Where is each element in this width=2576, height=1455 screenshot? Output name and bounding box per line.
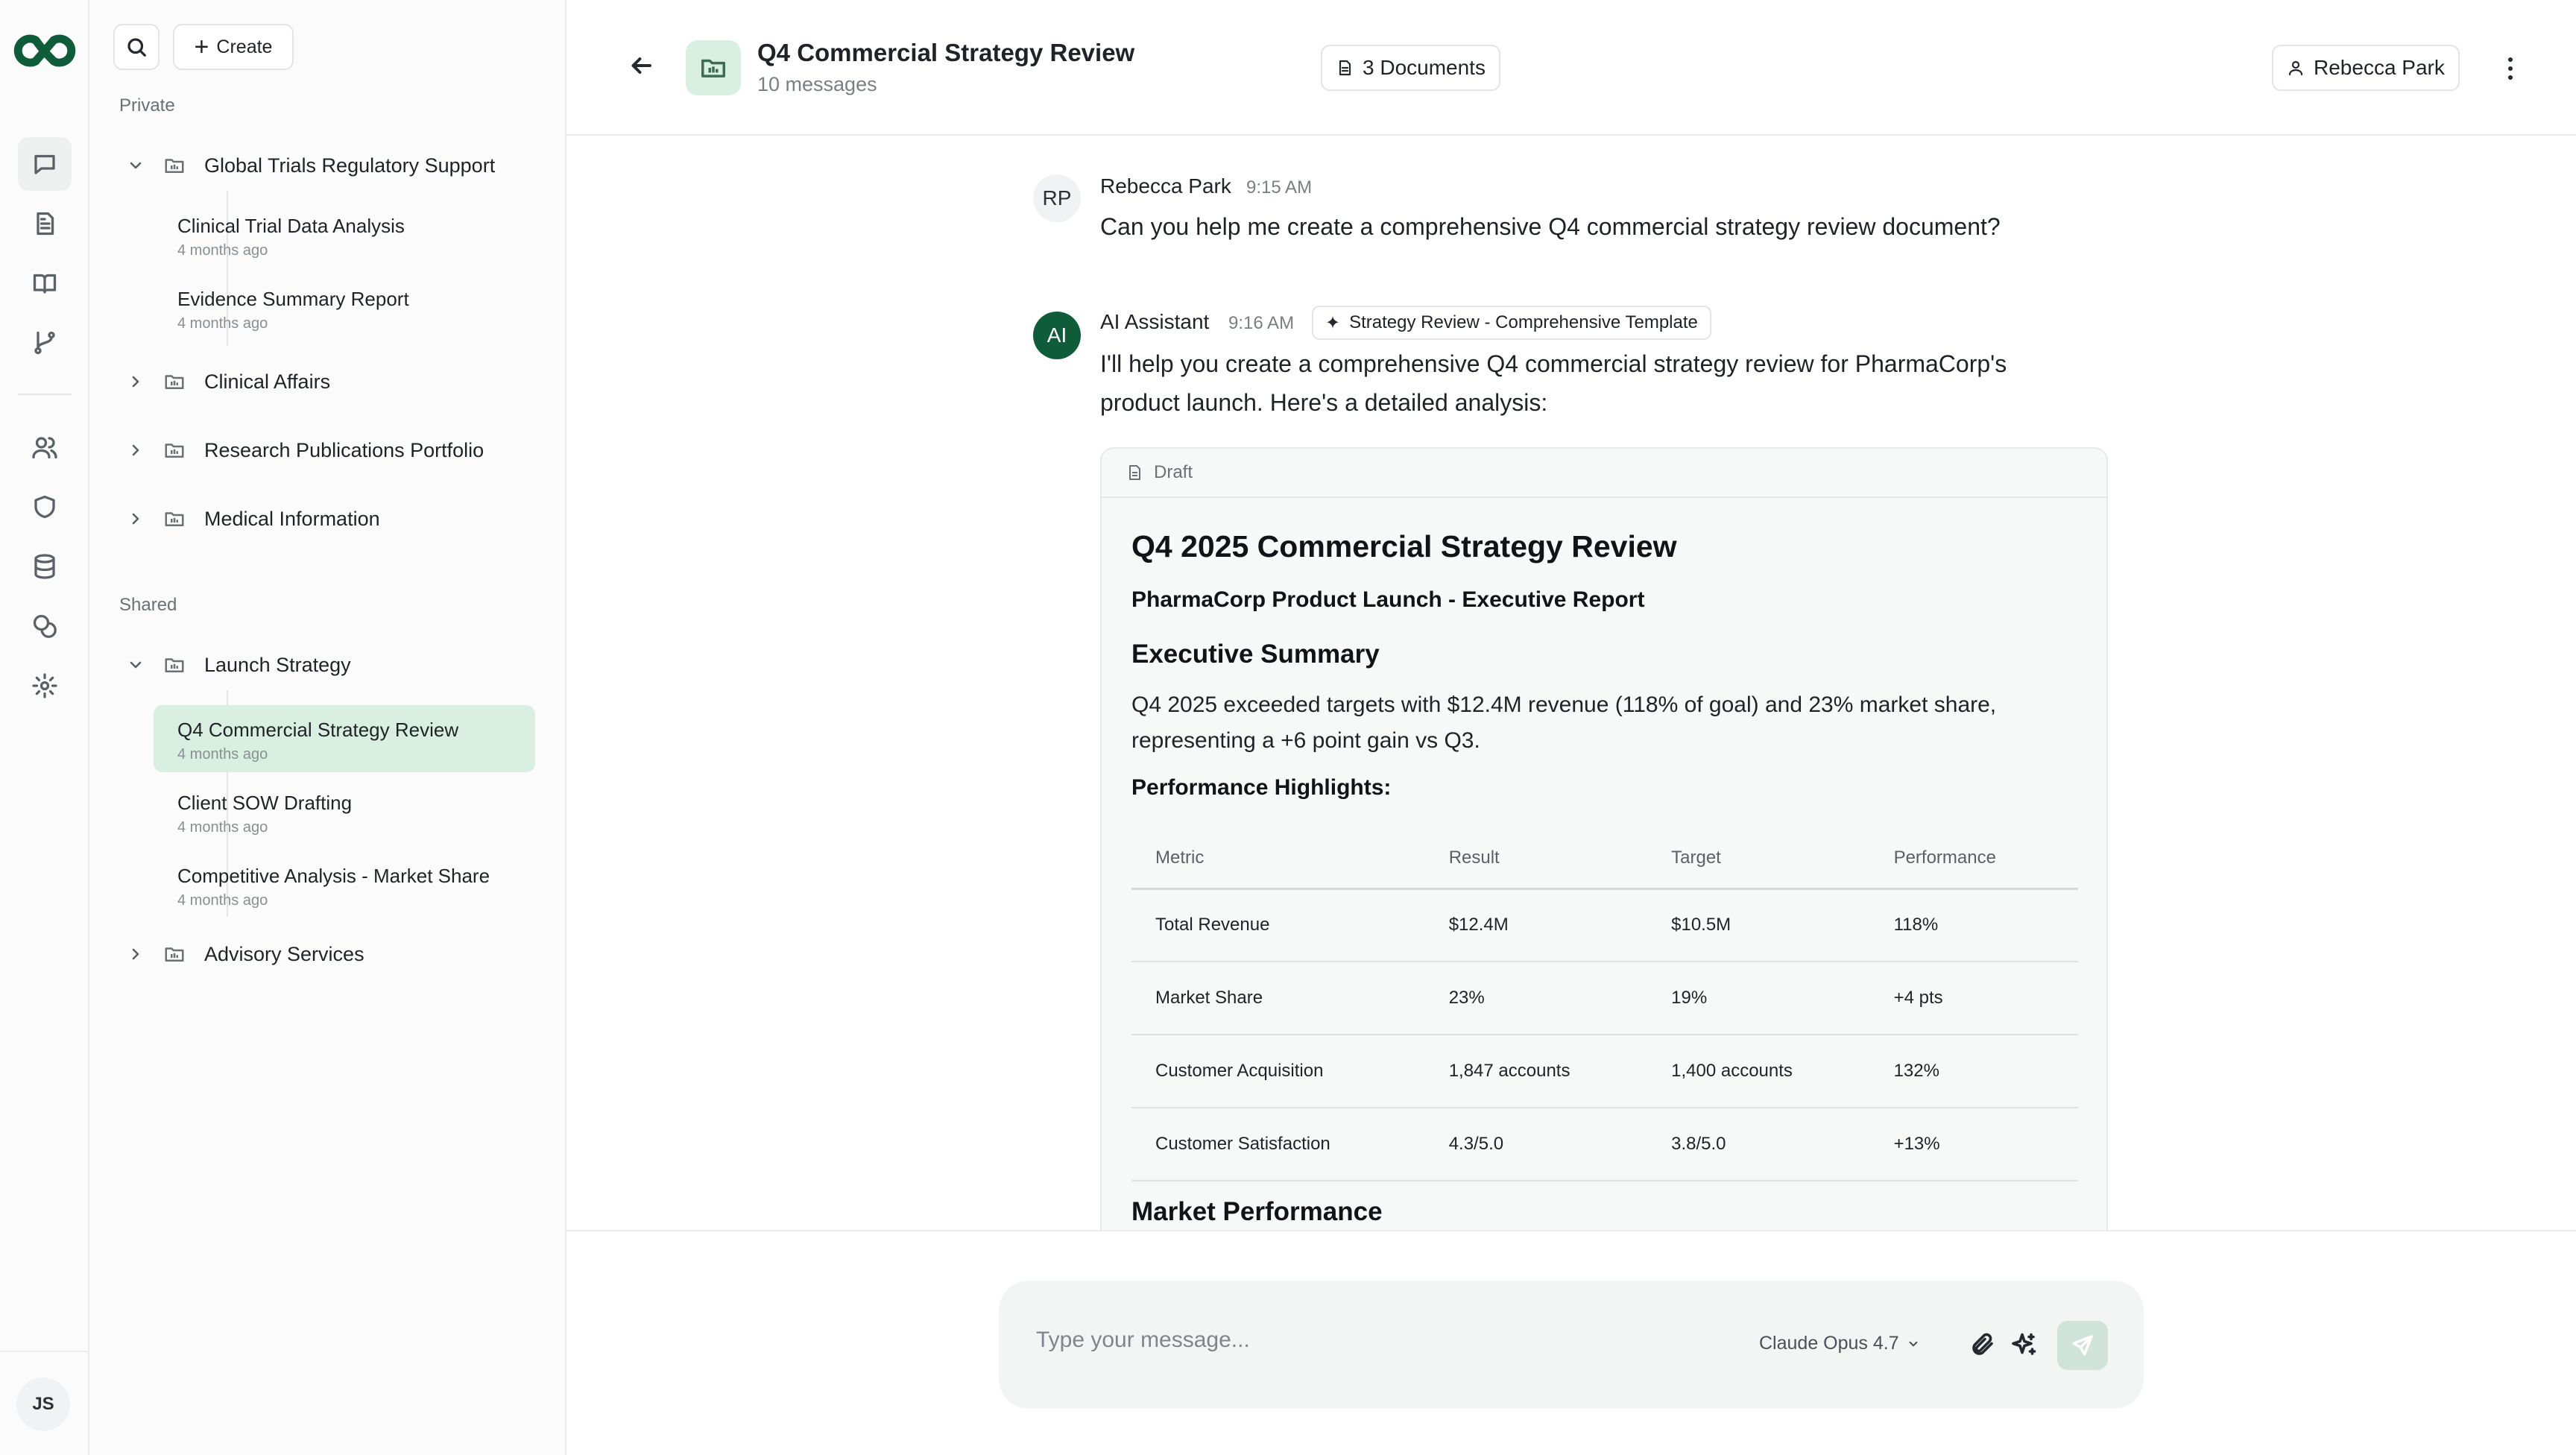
- database-icon: [31, 553, 58, 580]
- document-icon: [31, 210, 58, 237]
- create-button[interactable]: [173, 24, 294, 70]
- rail-documents[interactable]: [18, 197, 72, 250]
- table-cell: Total Revenue: [1131, 889, 1425, 962]
- chat-title: Client SOW Drafting: [177, 792, 353, 814]
- avatar: RP: [1033, 174, 1081, 222]
- table-cell: 4.3/5.0: [1425, 1108, 1647, 1181]
- message-count: 10 messages: [757, 73, 877, 95]
- folder-icon: [163, 439, 186, 461]
- table-cell: $12.4M: [1425, 889, 1647, 962]
- rail-library[interactable]: [18, 256, 72, 310]
- table-cell: +4 pts: [1870, 962, 2078, 1035]
- folder-clinical-affairs[interactable]: [119, 359, 537, 404]
- message-list[interactable]: [566, 137, 2576, 1230]
- table-row: [1131, 962, 2078, 1035]
- rail-security[interactable]: [18, 480, 72, 534]
- paperclip-icon: [1969, 1331, 1996, 1358]
- brand-logo[interactable]: [13, 30, 76, 72]
- rail-bottom-divider: [0, 1351, 89, 1352]
- chevron-down-icon: [127, 157, 145, 174]
- message-author: AI Assistant: [1100, 310, 1210, 333]
- message-input[interactable]: [1036, 1318, 1707, 1363]
- documents-label: 3 Documents: [1363, 56, 1486, 79]
- table-cell: Customer Acquisition: [1131, 1035, 1425, 1108]
- chevron-right-icon: [127, 510, 145, 528]
- folder-global-trials[interactable]: [119, 143, 537, 188]
- chat-title: Evidence Summary Report: [177, 288, 409, 310]
- folder-name: Launch Strategy: [204, 653, 351, 676]
- chevron-down-icon: [127, 656, 145, 674]
- chevron-right-icon: [127, 441, 145, 459]
- user-label: Rebecca Park: [2314, 56, 2445, 79]
- folder-icon: [699, 54, 727, 82]
- sidebar: [89, 0, 566, 1455]
- table-cell: 132%: [1870, 1035, 2078, 1108]
- folder-icon: [163, 370, 186, 393]
- table-cell: 19%: [1647, 962, 1869, 1035]
- table-header-row: [1131, 829, 2078, 889]
- nav-rail: [0, 0, 89, 1455]
- model-label: Claude Opus 4.7: [1759, 1333, 1899, 1354]
- rail-billing[interactable]: [18, 599, 72, 653]
- table-cell: 1,400 accounts: [1647, 1035, 1869, 1108]
- chat-item-competitive-analysis[interactable]: [154, 851, 535, 918]
- document-card[interactable]: [1100, 447, 2108, 1230]
- coins-icon: [31, 613, 58, 640]
- section-label-private: Private: [119, 95, 175, 116]
- documents-button[interactable]: [1321, 45, 1500, 91]
- section-heading: Executive Summary: [1131, 640, 1380, 669]
- message-author: Rebecca Park: [1100, 174, 1231, 198]
- chat-title: Competitive Analysis - Market Share: [177, 865, 490, 887]
- folder-name: Clinical Affairs: [204, 370, 331, 393]
- table-cell: 23%: [1425, 962, 1647, 1035]
- summary-line-1: Q4 2025 exceeded targets with $12.4M revenue (118% of goal) and 23% market share,: [1131, 692, 1997, 717]
- template-label: Strategy Review - Comprehensive Template: [1349, 312, 1698, 332]
- table-cell: 3.8/5.0: [1647, 1108, 1869, 1181]
- chat-item-client-sow[interactable]: [154, 778, 535, 845]
- chat-meta: 4 months ago: [177, 242, 268, 259]
- folder-icon: [163, 508, 186, 530]
- chat-meta: 4 months ago: [177, 315, 268, 332]
- table-cell: $10.5M: [1647, 889, 1869, 962]
- more-options-icon[interactable]: [2496, 52, 2525, 85]
- shield-icon: [31, 493, 58, 520]
- folder-icon: [163, 154, 186, 177]
- table-cell: Market Share: [1131, 962, 1425, 1035]
- message-time: 9:16 AM: [1228, 313, 1295, 333]
- folder-name: Advisory Services: [204, 942, 364, 965]
- table-row: [1131, 1035, 2078, 1108]
- highlights-label: Performance Highlights:: [1131, 775, 1392, 800]
- user-avatar[interactable]: JS: [16, 1377, 70, 1431]
- user-button[interactable]: [2272, 45, 2460, 91]
- message-time: 9:15 AM: [1246, 177, 1313, 198]
- table-cell: 118%: [1870, 889, 2078, 962]
- chat-item-clinical-trial-data[interactable]: [154, 201, 535, 268]
- rail-data[interactable]: [18, 540, 72, 593]
- chat-meta: 4 months ago: [177, 892, 268, 909]
- composer-area: [566, 1230, 2576, 1455]
- table-row: [1131, 1108, 2078, 1181]
- folder-icon: [163, 654, 186, 676]
- message-text: Can you help me create a comprehensive Q4 commercial strategy review document?: [1100, 213, 2001, 240]
- table-header: Performance: [1870, 829, 2078, 889]
- rail-settings[interactable]: [18, 659, 72, 713]
- chevron-right-icon: [127, 945, 145, 963]
- folder-medical-information[interactable]: [119, 496, 537, 541]
- table-cell: 1,847 accounts: [1425, 1035, 1647, 1108]
- document-status: Draft: [1154, 462, 1193, 482]
- folder-icon: [163, 943, 186, 965]
- folder-name: Research Publications Portfolio: [204, 438, 484, 461]
- sparkle-icon: ✦: [1325, 312, 1341, 333]
- rail-workflows[interactable]: [18, 316, 72, 370]
- table-header: Metric: [1131, 829, 1425, 889]
- search-icon: [125, 36, 148, 58]
- users-icon: [31, 434, 58, 461]
- chevron-right-icon: [127, 373, 145, 391]
- book-icon: [31, 270, 58, 297]
- folder-name: Medical Information: [204, 507, 380, 530]
- message-text-line-2: product launch. Here's a detailed analysis:: [1100, 389, 1548, 416]
- branch-icon: [31, 329, 58, 356]
- folder-advisory-services[interactable]: [119, 932, 537, 976]
- summary-line-2: representing a +6 point gain vs Q3.: [1131, 728, 1480, 753]
- document-icon: [1336, 59, 1354, 77]
- conversation-folder-icon: [686, 40, 741, 95]
- create-label: Create: [216, 36, 273, 57]
- document-subtitle: PharmaCorp Product Launch - Executive Report: [1131, 587, 1645, 612]
- table-header: Target: [1647, 829, 1869, 889]
- folder-name: Global Trials Regulatory Support: [204, 154, 496, 177]
- gear-icon: [31, 672, 58, 699]
- conversation-title: Q4 Commercial Strategy Review: [757, 39, 1135, 66]
- section-heading: Market Performance: [1131, 1197, 1383, 1226]
- conversation-header: [566, 0, 2576, 136]
- model-selector[interactable]: [1759, 1333, 1920, 1354]
- table-cell: +13%: [1870, 1108, 2078, 1181]
- message-text-line-1: I'll help you create a comprehensive Q4 commercial strategy review for PharmaCorp's: [1100, 350, 2007, 377]
- chat-meta: 4 months ago: [177, 819, 268, 836]
- chat-meta: 4 months ago: [177, 746, 268, 763]
- folder-research-publications[interactable]: [119, 428, 537, 473]
- chat-title: Clinical Trial Data Analysis: [177, 215, 405, 237]
- document-icon: [1126, 464, 1143, 482]
- document-title: Q4 2025 Commercial Strategy Review: [1131, 529, 1677, 564]
- section-label-shared: Shared: [119, 595, 177, 615]
- enhance-button[interactable]: [2008, 1328, 2041, 1361]
- table-cell: Customer Satisfaction: [1131, 1108, 1425, 1181]
- back-button[interactable]: [628, 52, 657, 82]
- table-row: [1131, 889, 2078, 962]
- chat-item-evidence-summary[interactable]: [154, 274, 535, 341]
- send-button[interactable]: [2057, 1321, 2108, 1370]
- document-card-header: [1102, 449, 2106, 498]
- attach-button[interactable]: [1966, 1328, 1999, 1361]
- user-icon: [2287, 59, 2305, 77]
- chat-title: Q4 Commercial Strategy Review: [177, 719, 459, 741]
- search-button[interactable]: [113, 24, 160, 70]
- chat-icon: [31, 151, 58, 177]
- summary-paragraph: [1131, 687, 2071, 759]
- arrow-left-icon: [628, 52, 654, 79]
- send-icon: [2071, 1334, 2094, 1357]
- table-header: Result: [1425, 829, 1647, 889]
- template-badge[interactable]: [1312, 306, 1711, 340]
- avatar: AI: [1033, 312, 1081, 359]
- composer: [999, 1281, 2144, 1409]
- plus-icon: +: [194, 33, 209, 61]
- sparkle-icon: [2011, 1331, 2038, 1358]
- chat-item-q4-commercial-strategy[interactable]: [154, 705, 535, 772]
- main-panel: [566, 0, 2576, 1455]
- rail-divider: [18, 394, 72, 395]
- chevron-down-icon: [1907, 1337, 1920, 1351]
- folder-launch-strategy[interactable]: [119, 643, 537, 687]
- performance-table: [1131, 829, 2078, 1181]
- rail-chats[interactable]: [18, 137, 72, 191]
- rail-users[interactable]: [18, 420, 72, 474]
